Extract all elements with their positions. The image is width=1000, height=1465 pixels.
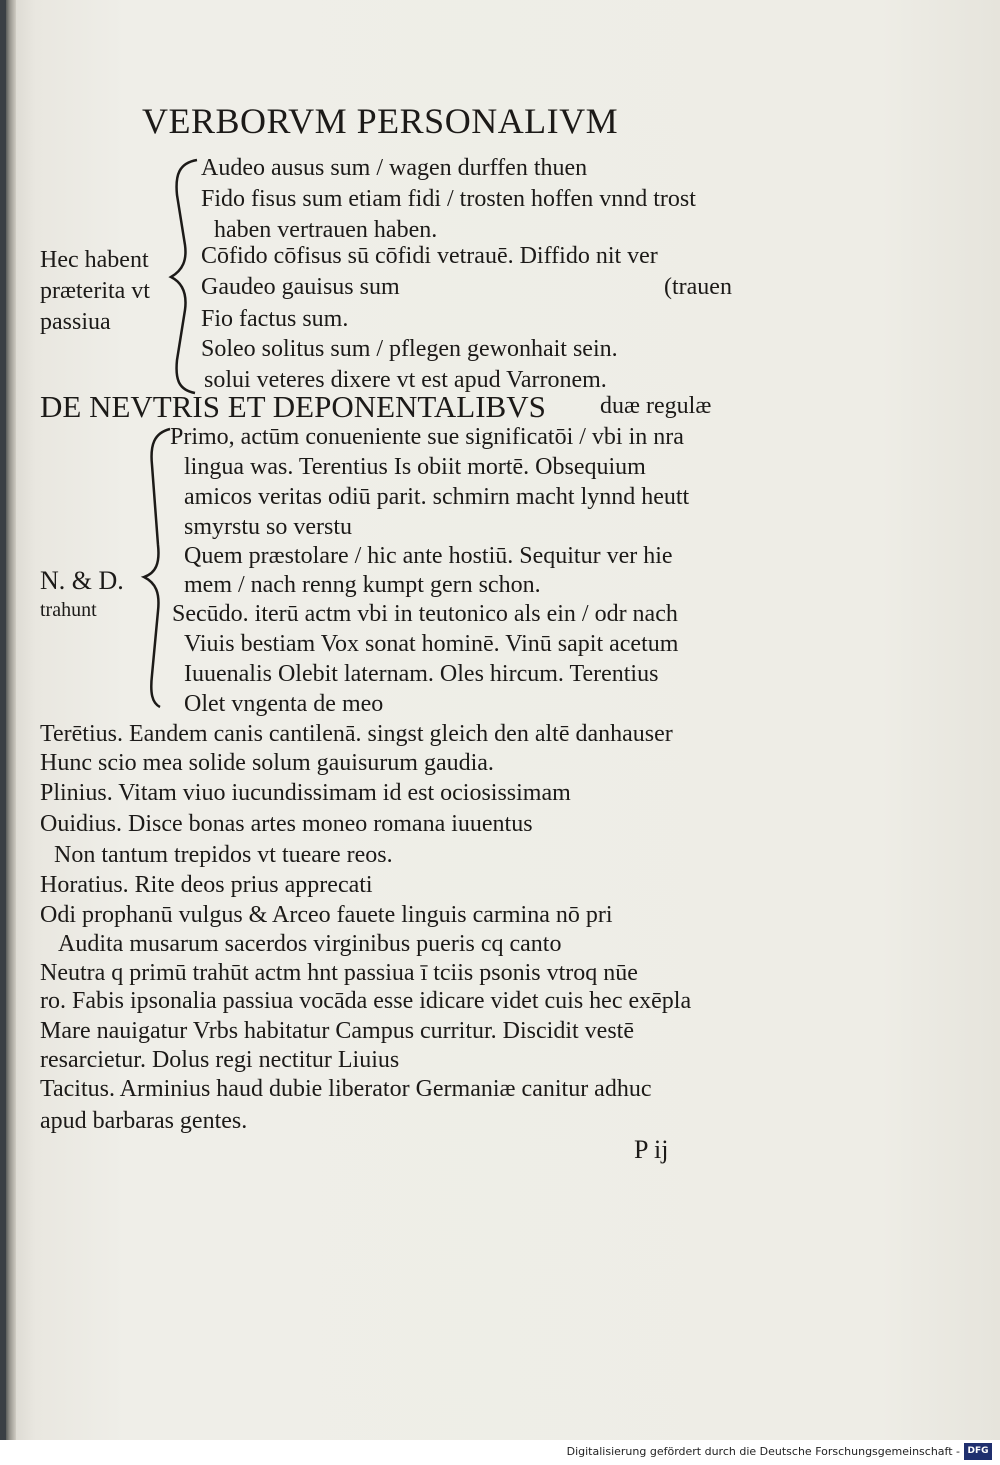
text-line: Soleo solitus sum / pflegen gewonhait sein. [201,336,618,362]
text-line: Horatius. Rite deos prius apprecati [40,872,373,898]
text-line: Audeo ausus sum / wagen durffen thuen [201,155,588,181]
text-line: Fio factus sum. [201,306,349,332]
text-line: Secūdo. iterū actm vbi in teutonico als ein / odr nach [172,601,678,627]
text-line: lingua was. Terentius Is obiit mortē. Obsequium [184,454,646,480]
text-line-continuation: (trauen [664,274,732,300]
section-heading-tail: duæ regulæ [600,393,712,419]
margin-note-line: trahunt [40,599,97,621]
margin-note-line: præterita vt [40,278,150,304]
margin-note-line: N. & D. [40,566,124,595]
page-header: VERBORVM PERSONALIVM [142,101,619,141]
text-line: Mare nauigatur Vrbs habitatur Campus curritur. Discidit vestē [40,1018,634,1044]
text-line: Odi prophanū vulgus & Arceo fauete linguis carmina nō pri [40,902,613,928]
text-line: Iuuenalis Olebit laternam. Oles hircum. Terentius [184,661,659,687]
text-line: haben vertrauen haben. [214,217,438,243]
text-line: amicos veritas odiū parit. schmirn macht lynnd heutt [184,484,690,510]
text-line: Ouidius. Disce bonas artes moneo romana iuuentus [40,811,533,837]
margin-note-line: passiua [40,309,111,335]
text-line: Olet vngenta de meo [184,691,384,717]
curly-brace-icon [140,425,176,710]
text-line: Plinius. Vitam viuo iucundissimam id est ociosissimam [40,780,571,806]
signature-mark: P ij [634,1135,669,1164]
margin-note-line: Hec habent [40,247,149,273]
text-line: Tacitus. Arminius haud dubie liberator Germaniæ canitur adhuc [40,1076,652,1102]
text-line: mem / nach renng kumpt gern schon. [184,572,541,598]
page-gutter [6,0,16,1440]
text-line: resarcietur. Dolus regi nectitur Liuius [40,1047,400,1073]
text-line: Viuis bestiam Vox sonat hominē. Vinū sapit acetum [184,631,679,657]
text-line: Audita musarum sacerdos virginibus pueris cq canto [58,931,562,957]
text-line: Fido fisus sum etiam fidi / trosten hoffen vnnd trost [201,186,696,212]
footer-credit: Digitalisierung gefördert durch die Deutsche Forschungsgemeinschaft - [566,1445,960,1458]
book-page [6,0,1000,1440]
text-line: Cōfido cōfisus sū cōfidi vetrauē. Diffido nit ver [201,243,658,269]
text-line: ro. Fabis ipsonalia passiua vocāda esse idicare videt cuis hec exēpla [40,988,692,1014]
text-line: Terētius. Eandem canis cantilenā. singst gleich den altē danhauser [40,721,673,747]
text-line: Primo, actūm conueniente sue significatōi / vbi in nra [170,424,684,450]
text-line: Quem præstolare / hic ante hostiū. Sequitur ver hie [184,543,673,569]
text-line: Hunc scio mea solide solum gauisurum gaudia. [40,750,494,776]
curly-brace-icon [165,155,205,395]
text-line: Gaudeo gauisus sum [201,274,400,300]
section-heading: DE NEVTRIS ET DEPONENTALIBVS [40,389,546,424]
text-line: smyrstu so verstu [184,514,352,540]
text-line: Neutra q primū trahūt actm hnt passiua ī tciis psonis vtroq nūe [40,960,638,986]
footer-bar [0,1440,1000,1465]
dfg-logo: DFG [964,1443,992,1460]
text-line: solui veteres dixere vt est apud Varronem. [204,367,607,393]
text-line: apud barbaras gentes. [40,1108,248,1134]
text-line: Non tantum trepidos vt tueare reos. [54,842,393,868]
